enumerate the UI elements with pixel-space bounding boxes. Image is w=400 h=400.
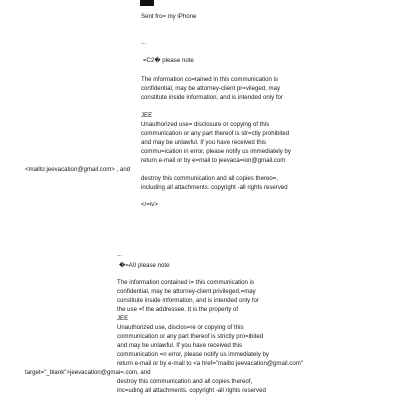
body-line: including all attachments. copyright -all rights reserved [141,184,288,191]
body-line: inc=uding all attachments. copyright -all rights reserved [117,387,266,394]
please-note-line: =C2� please note [143,57,194,64]
body-line: communication =n error, please notify us immediately by [117,351,269,358]
ellipsis: ... [117,251,123,258]
body-line: destroy this communication and all copies thereo=, [141,175,279,182]
body-line: commu=ication in error, please notify us immediately by [141,148,291,155]
body-line: communication or any part thereof is strictly pro=ibited [117,333,264,340]
mailto-line: <mailto:jeevacation@gmail.com> , and [25,166,131,173]
jee-label: JEE [141,112,153,119]
body-line: communication or any part thereof is str=ctly prohibited [141,130,290,137]
body-line: constitute inside information, and is intended only for [141,94,283,101]
jee-label: JEE [117,315,129,322]
body-line: confidential, may be attorney-client pr=vileged, may [141,85,281,92]
body-line: Unauthorized use, disclos=re or copying of this [117,324,244,331]
sent-from-line: Sent fro= my iPhone [141,13,197,20]
body-line: return e-mail or by e=mail to jeevaca=ion@gmail.com [141,157,286,164]
body-line: confidential, may be attorney-client privileged,=may [117,288,256,295]
body-line: return e-mail or by e-mail to <a href="mailto:jeevacation@gmail.com" [117,360,303,367]
body-line: constitute inside information, and is intended only for [117,297,259,304]
body-line: and may be unlawful. If you have received this [141,139,266,146]
target-line: target="_blank">jeevacation@gmai=.com, and [25,369,151,376]
body-line: Unauthorized use= disclosure or copying of this [141,121,270,128]
ellipsis: ... [141,39,147,46]
body-line: The information contained i= this communication is [117,279,255,286]
please-note-line: �=A0 please note [119,262,170,269]
body-line: the use =f the addressee. It is the property of [117,306,239,313]
closing-tag: </=iv> [141,201,158,208]
body-line: destroy this communication and all copies thereof, [117,378,253,385]
redaction-block [140,0,154,6]
body-line: The information co=tained in this communication is [141,76,279,83]
body-line: and may be unlawful. If you have received this [117,342,242,349]
